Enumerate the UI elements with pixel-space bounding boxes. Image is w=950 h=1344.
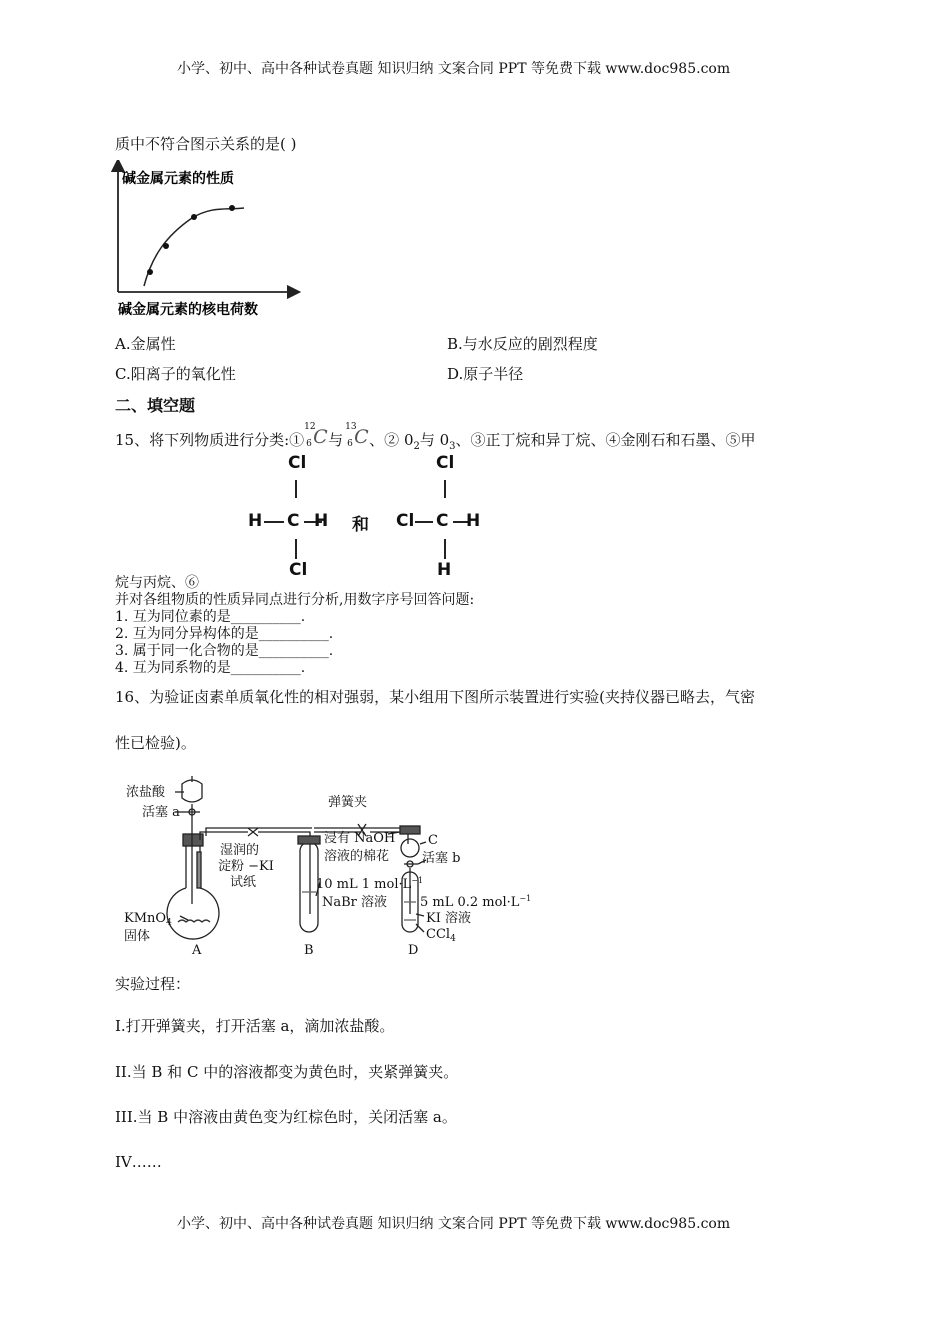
process-step-3: III.当 B 中溶液由黄色变为红棕色时，关闭活塞 a。 [115, 1108, 457, 1126]
process-title: 实验过程： [115, 975, 191, 993]
left-h-left: H [248, 511, 263, 531]
graph-ylabel: 碱金属元素的性质 [122, 171, 234, 187]
label-c: C [428, 833, 438, 848]
page-footer: 小学、初中、高中各种试卷真题 知识归纳 文案合同 PPT 等免费下载 www.doc985.com [177, 1216, 731, 1232]
left-bond-bottom [295, 539, 297, 559]
graph-point-3 [191, 214, 197, 220]
q15-o2-part: 、② 0 [369, 431, 414, 449]
q15-item-1: 1. 互为同位素的是__________. [115, 609, 306, 625]
q15-sub3: 3 [449, 441, 456, 452]
bulb-c [401, 839, 419, 857]
q14-option-c: C.阳离子的氧化性 [115, 365, 236, 383]
process-step-2: II.当 B 和 C 中的溶液都变为黄色时，夹紧弹簧夹。 [115, 1063, 459, 1081]
tube-clamp-left [248, 828, 258, 836]
right-cl-top: Cl [436, 453, 455, 473]
q16-line1: 16、为验证卤素单质氧化性的相对强弱，某小组用下图所示装置进行实验(夹持仪器已略去，气密 [115, 688, 755, 706]
label-hcl: 浓盐酸 [126, 785, 166, 800]
q14-graph [108, 160, 308, 320]
q15-item-2: 2. 互为同分异构体的是__________. [115, 626, 334, 642]
right-h-right: H [466, 511, 481, 531]
label-stopcock-a: 活塞 a [142, 805, 180, 820]
right-bond-left [415, 521, 433, 523]
q15-prefix: 15、将下列物质进行分类:① [115, 431, 305, 449]
tube-a-b [200, 832, 248, 840]
right-c: C [436, 511, 449, 531]
process-step-4: IV…… [115, 1153, 162, 1171]
q15-rest: 、③正丁烷和异丁烷、④金刚石和石墨、⑤甲 [455, 431, 756, 449]
label-a: A [192, 943, 202, 958]
right-cl-left: Cl [396, 511, 415, 531]
q16-line2: 性已检验)。 [115, 734, 196, 752]
process-step-1: I.打开弹簧夹，打开活塞 a，滴加浓盐酸。 [115, 1017, 395, 1035]
q15-and1: 与 [328, 431, 344, 449]
flask-a [167, 888, 219, 939]
label-nabr-1: 10 mL 1 $mol\cdot L^{-1}$ [316, 876, 424, 892]
label-clamp: 弹簧夹 [328, 795, 368, 810]
label-ccl4: CCl$_4$ [426, 927, 456, 944]
q15-line2: 烷与丙烷、⑥ [115, 575, 199, 591]
label-paper-2: 淀粉 −KI [218, 859, 274, 874]
right-h-bottom: H [437, 560, 452, 580]
label-d: D [408, 943, 419, 958]
right-bond-bottom [444, 539, 446, 559]
q15-item-4: 4. 互为同系物的是__________. [115, 660, 306, 676]
struct-and: 和 [352, 515, 369, 535]
graph-xlabel: 碱金属元素的核电荷数 [118, 302, 258, 318]
left-cl-top: Cl [288, 453, 307, 473]
section-heading: 二、填空题 [115, 396, 196, 415]
isotope-c13: 13 6 C [345, 422, 369, 449]
label-b: B [304, 943, 314, 958]
q14-option-d: D.原子半径 [447, 365, 524, 383]
q15-line1 [115, 422, 756, 452]
apparatus-diagram [120, 774, 540, 960]
label-paper-3: 试纸 [230, 875, 257, 890]
dichloromethane-structures [240, 450, 500, 580]
q14-option-a: A.金属性 [115, 335, 176, 353]
label-ki-1: 5 mL 0.2 $mol\cdot L^{-1}$ [420, 894, 532, 910]
left-cl-bottom: Cl [289, 560, 308, 580]
right-bond-top [444, 480, 446, 498]
label-stopcock-b: 活塞 b [422, 851, 461, 866]
graph-point-4 [229, 205, 235, 211]
left-bond-top [295, 480, 297, 498]
page-header: 小学、初中、高中各种试卷真题 知识归纳 文案合同 PPT 等免费下载 www.doc985.com [177, 61, 731, 77]
left-h-right: H [314, 511, 329, 531]
label-nabr-2: NaBr 溶液 [322, 895, 388, 910]
q15-o3-part: 与 0 [419, 431, 450, 449]
q15-sub2: 2 [413, 441, 420, 452]
label-naoh-2: 溶液的棉花 [324, 849, 390, 864]
label-kmno4: KMnO$_4$ [124, 911, 172, 928]
left-bond-left [264, 521, 284, 523]
left-c: C [287, 511, 300, 531]
label-naoh-1: 浸有 NaOH [324, 831, 396, 846]
funnel [182, 780, 202, 802]
q15-line3: 并对各组物质的性质异同点进行分析,用数字序号回答问题: [115, 592, 475, 608]
label-paper-1: 湿润的 [220, 843, 260, 858]
q14-option-b: B.与水反应的剧烈程度 [447, 335, 598, 353]
graph-point-1 [147, 269, 153, 275]
starch-ki-paper [197, 852, 201, 888]
q14-stem-tail: 质中不符合图示关系的是( ) [115, 135, 297, 153]
graph-point-2 [163, 243, 169, 249]
label-kmno4-solid: 固体 [124, 929, 151, 944]
label-ki-2: KI 溶液 [426, 911, 471, 926]
q15-item-3: 3. 属于同一化合物的是__________. [115, 643, 334, 659]
kmno4-solid [178, 920, 210, 922]
isotope-c12: 12 6 C [304, 422, 328, 449]
